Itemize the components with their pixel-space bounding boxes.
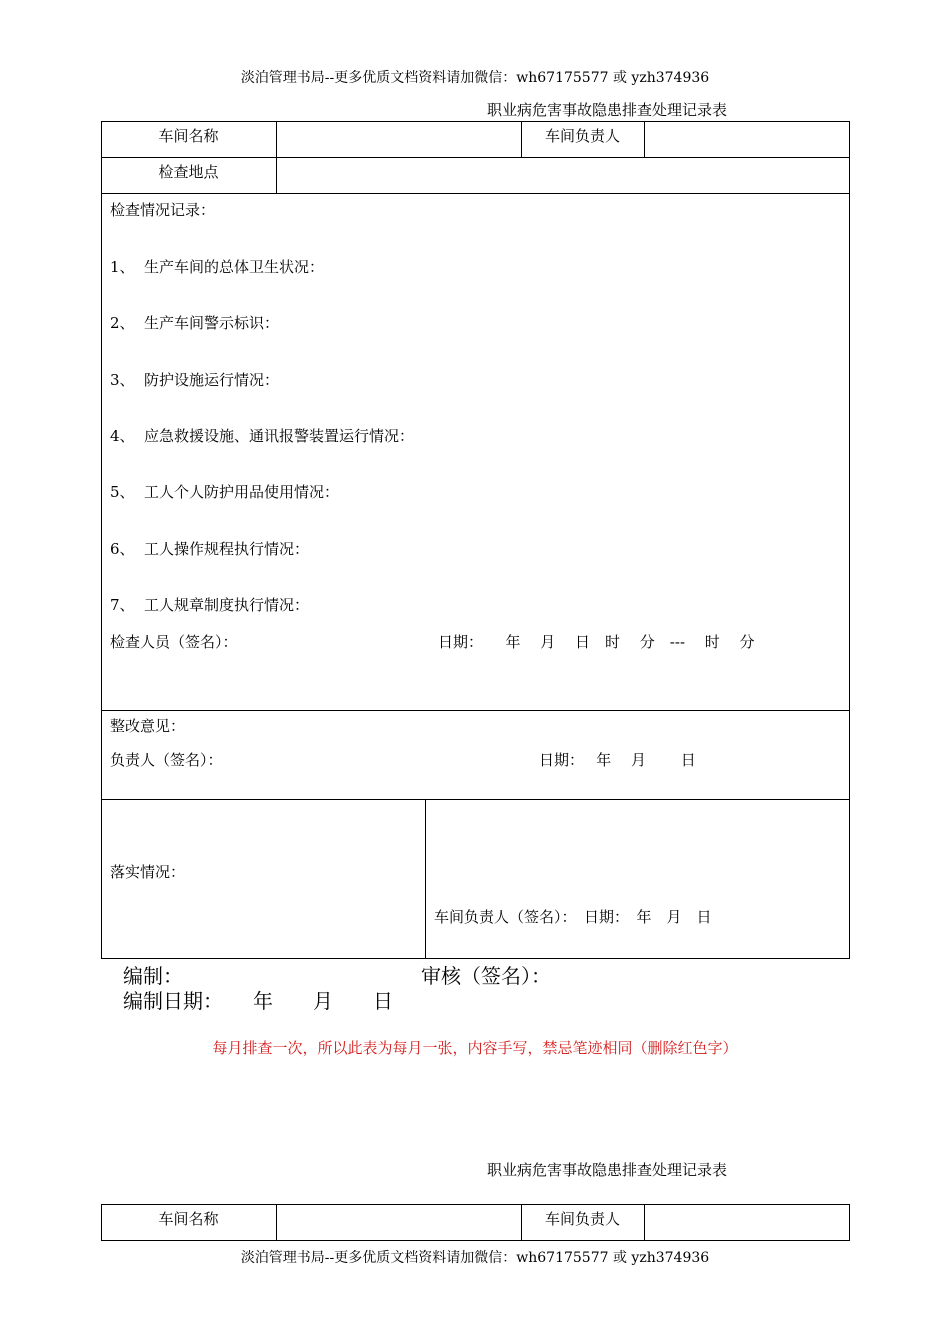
compiler-label: 编制：: [123, 964, 183, 988]
second-workshop-name-field[interactable]: [277, 1207, 521, 1237]
leader-sign-label: 负责人（签名）：: [110, 751, 223, 769]
workshop-name-label: 车间名称: [158, 127, 219, 145]
record-heading: 检查情况记录：: [110, 201, 216, 219]
page-header: 淡泊管理书局--更多优质文档资料请加微信：wh67175577 或 yzh374936: [240, 70, 710, 86]
item-num-1: 1、: [110, 258, 135, 276]
item-num-3: 3、: [110, 371, 135, 389]
implement-label: 落实情况：: [110, 863, 186, 881]
row-divider: [101, 193, 850, 194]
location-field[interactable]: [277, 162, 848, 190]
rectify-heading: 整改意见：: [110, 717, 186, 735]
second-form-title: 职业病危害事故隐患排查处理记录表: [487, 1161, 728, 1179]
item-text-7: 工人规章制度执行情况：: [144, 596, 310, 614]
row-divider: [101, 157, 850, 158]
inspector-sign-label: 检查人员（签名）：: [110, 633, 238, 651]
col-divider: [425, 799, 426, 959]
item-text-5: 工人个人防护用品使用情况：: [144, 483, 340, 501]
compile-date-label: 编制日期： 年 月 日: [123, 989, 393, 1013]
page-footer: 淡泊管理书局--更多优质文档资料请加微信：wh67175577 或 yzh374936: [240, 1250, 710, 1266]
workshop-leader-field[interactable]: [645, 126, 848, 154]
inspect-date-label: 日期： 年 月 日 时 分 --- 时 分: [438, 633, 755, 651]
implement-sign-label: 车间负责人（签名）： 日期： 年 月 日: [434, 908, 712, 926]
item-num-6: 6、: [110, 540, 135, 558]
red-note: 每月排查一次，所以此表为每月一张，内容手写，禁忌笔迹相同（删除红色字）: [212, 1039, 738, 1057]
item-num-5: 5、: [110, 483, 135, 501]
item-text-6: 工人操作规程执行情况：: [144, 540, 310, 558]
workshop-name-field[interactable]: [277, 126, 521, 154]
row-divider: [101, 710, 850, 711]
item-num-4: 4、: [110, 427, 135, 445]
second-workshop-leader-label: 车间负责人: [544, 1210, 620, 1228]
item-text-3: 防护设施运行情况：: [144, 371, 280, 389]
item-text-4: 应急救援设施、通讯报警装置运行情况：: [144, 427, 415, 445]
item-text-1: 生产车间的总体卫生状况：: [144, 258, 325, 276]
location-label: 检查地点: [158, 163, 219, 181]
rectify-date-label: 日期： 年 月 日: [539, 751, 696, 769]
workshop-leader-label: 车间负责人: [544, 127, 620, 145]
second-workshop-leader-field[interactable]: [645, 1207, 848, 1237]
form-title: 职业病危害事故隐患排查处理记录表: [487, 101, 728, 119]
row-divider: [101, 799, 850, 800]
item-text-2: 生产车间警示标识：: [144, 314, 280, 332]
item-num-7: 7、: [110, 596, 135, 614]
item-num-2: 2、: [110, 314, 135, 332]
reviewer-label: 审核（签名）：: [421, 964, 551, 988]
second-workshop-name-label: 车间名称: [158, 1210, 219, 1228]
